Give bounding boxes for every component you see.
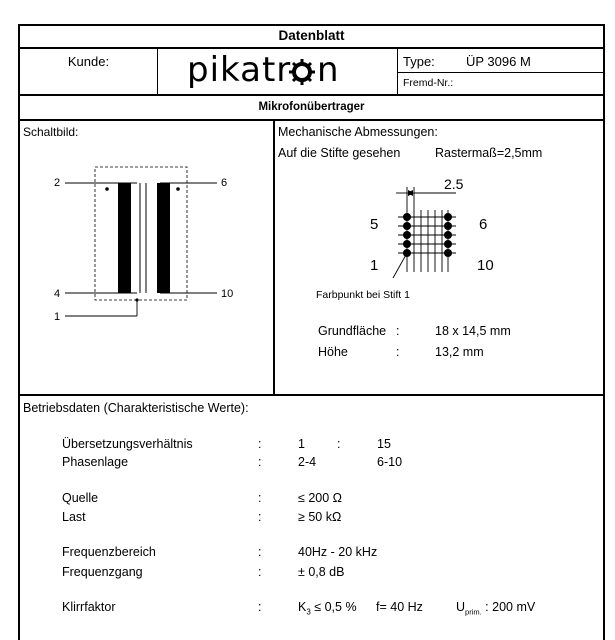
view-text: Auf die Stifte gesehen	[278, 146, 401, 160]
k-rest: ≤ 0,5 %	[310, 600, 357, 614]
u-rest: : 200 mV	[481, 600, 536, 614]
schaltbild-label: Schaltbild:	[23, 125, 79, 139]
row-sep: :	[258, 565, 262, 579]
row-value: 15	[377, 437, 391, 451]
pin-6-label-mech: 6	[479, 216, 488, 233]
pin-6-label: 6	[221, 177, 228, 189]
dimension-label: 2.5	[444, 176, 464, 192]
logo-text-right: n	[317, 50, 340, 90]
logo-text-left: pikatr	[187, 50, 292, 90]
row-label: Phasenlage	[62, 455, 129, 469]
row-sep: :	[258, 491, 262, 505]
hoehe-label: Höhe	[318, 345, 348, 359]
grundflaeche-sep: :	[396, 324, 400, 338]
row-value: 40Hz - 20 kHz	[298, 545, 378, 559]
type-value: ÜP 3096 M	[466, 54, 531, 69]
pin-10-label: 10	[221, 288, 234, 300]
klirrfaktor-voltage	[456, 600, 535, 617]
col-divider-1	[157, 47, 158, 94]
row-value: 6-10	[377, 455, 403, 469]
grundflaeche-label: Grundfläche	[318, 324, 387, 338]
row-value: 2-4	[298, 455, 317, 469]
row-label: Übersetzungsverhältnis	[62, 437, 193, 451]
col-divider-2	[397, 47, 398, 94]
mechanik-label: Mechanische Abmessungen:	[278, 125, 438, 139]
kunde-label: Kunde:	[67, 54, 110, 69]
row-sep: :	[258, 437, 262, 451]
page-title: Datenblatt	[278, 28, 345, 43]
type-label: Type:	[403, 54, 435, 69]
row-sep: :	[258, 600, 262, 614]
drawings-bottom-divider	[18, 394, 605, 396]
klirrfaktor-frequency: f= 40 Hz	[376, 600, 423, 614]
header-divider	[18, 94, 605, 96]
fremd-label: Fremd-Nr.:	[403, 77, 454, 89]
row-label: Frequenzgang	[62, 565, 143, 579]
pin-2-label: 2	[54, 177, 61, 189]
row-value: ≥ 50 kΩ	[298, 510, 342, 524]
hoehe-sep: :	[396, 345, 400, 359]
row-label: Last	[62, 510, 86, 524]
farbpunkt-note: Farbpunkt bei Stift 1	[316, 289, 410, 301]
row-value: ± 0,8 dB	[298, 565, 345, 579]
hoehe-value: 13,2 mm	[435, 345, 484, 359]
row-label: Frequenzbereich	[62, 545, 156, 559]
u-subscript: prim.	[465, 607, 482, 617]
title-divider	[18, 47, 605, 49]
frame-left	[18, 24, 20, 640]
frame-top	[18, 24, 605, 26]
pin-1-label: 1	[54, 311, 61, 323]
frame-right	[603, 24, 605, 640]
row-value: 1	[298, 437, 305, 451]
k-subscript: 3	[306, 607, 311, 617]
type-divider	[397, 72, 605, 73]
pin-1-label-mech: 1	[370, 257, 379, 274]
section-divider	[18, 119, 605, 121]
klirrfaktor-value	[298, 600, 357, 617]
row-sep: :	[258, 455, 262, 469]
betrieb-title: Betriebsdaten (Charakteristische Werte):	[23, 401, 249, 415]
u-symbol: U	[456, 600, 466, 614]
section-title: Mikrofonübertrager	[258, 101, 365, 113]
pin-10-label-mech: 10	[477, 257, 494, 274]
row-sep: :	[258, 545, 262, 559]
row-sep: :	[258, 510, 262, 524]
row-label: Quelle	[62, 491, 99, 505]
row-value-sep: :	[337, 437, 341, 451]
pin-5-label: 5	[370, 216, 379, 233]
logo-gear-icon	[289, 59, 315, 85]
row-value: ≤ 200 Ω	[298, 491, 343, 505]
grundflaeche-value: 18 x 14,5 mm	[435, 324, 511, 338]
middle-divider	[273, 120, 275, 395]
row-label: Klirrfaktor	[62, 600, 116, 614]
schematic-diagram	[20, 162, 270, 322]
k-symbol: K	[298, 600, 307, 614]
pin-4-label: 4	[54, 288, 61, 300]
raster-text: Rastermaß=2,5mm	[435, 146, 543, 160]
company-logo	[187, 50, 340, 90]
